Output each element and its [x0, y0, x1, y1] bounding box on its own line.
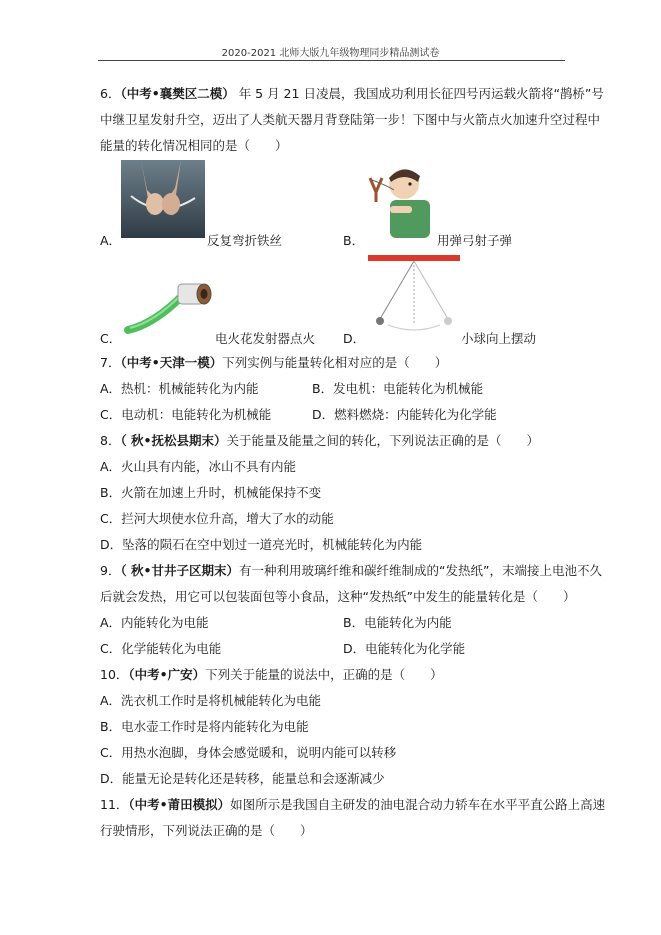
q9-line2: 后就会发热，用它可以包装面包等小食品，这种“发热纸”中发生的能量转化是（ ） — [100, 589, 576, 604]
q11-tag: （中考•莆田模拟） — [128, 797, 231, 812]
q10-tag: （中考•广安） — [128, 667, 206, 682]
q10-number: 10． — [100, 667, 129, 682]
q7-tag: （中考•天津一模） — [120, 355, 223, 370]
q6-line2: 中继卫星发射升空，迈出了人类航天器月背登陆第一步！下图中与火箭点火加速升空过程中 — [100, 112, 601, 127]
q10-option-b: B．电水壶工作时是将内能转化为电能 — [100, 719, 309, 734]
q6-option-d-text: 小球向上摆动 — [461, 331, 537, 346]
q6-line1 — [100, 85, 604, 103]
q7-stem — [100, 354, 447, 372]
q9-tag: （ 秋•甘井子区期末） — [120, 563, 240, 578]
q7-option-a: A．热机：机械能转化为内能 — [100, 381, 259, 396]
q6-option-b-label: B． — [343, 233, 365, 248]
q6-option-a-text: 反复弯折铁丝 — [207, 233, 283, 248]
q7-option-c: C．电动机：电能转化为机械能 — [100, 407, 272, 422]
q6-option-c-label: C． — [100, 331, 122, 346]
q8-option-d: D．坠落的陨石在空中划过一道亮光时，机械能转化为内能 — [100, 537, 423, 552]
q8-option-a: A．火山具有内能，冰山不具有内能 — [100, 459, 297, 474]
q6-option-a-label: A． — [100, 233, 122, 248]
q10-option-d: D．能量无论是转化还是转移，能量总和会逐渐减少 — [100, 771, 385, 786]
q6-tag: （中考•襄樊区二模） — [120, 86, 235, 101]
q11-text1: 如图所示是我国自主研发的油电混合动力轿车在水平平直公路上高速 — [230, 797, 606, 812]
q9-option-d: D．电能转化为化学能 — [343, 641, 466, 656]
pendulum-image — [368, 255, 460, 335]
bending-wire-image — [121, 160, 205, 238]
q9-option-a: A．内能转化为电能 — [100, 615, 209, 630]
q9-number: 9． — [100, 563, 121, 578]
q6-number: 6． — [100, 86, 121, 101]
q9-line1 — [100, 562, 602, 580]
q8-option-c: C．拦河大坝使水位升高，增大了水的动能 — [100, 511, 334, 526]
q6-option-d-label: D． — [343, 331, 366, 346]
q11-number: 11． — [100, 797, 129, 812]
q9-text1: 有一种利用玻璃纤维和碳纤维制成的“发热纸”，末端接上电池不久 — [239, 563, 602, 578]
q7-number: 7． — [100, 355, 121, 370]
q11-line2: 行驶情形，下列说法正确的是（ ） — [100, 823, 313, 838]
q7-option-b: B．发电机：电能转化为机械能 — [312, 381, 484, 396]
q9-option-b: B．电能转化为内能 — [343, 615, 452, 630]
q8-option-b: B．火箭在加速上升时，机械能保持不变 — [100, 485, 322, 500]
q7-text: 下列实例与能量转化相对应的是（ ） — [222, 355, 448, 370]
q10-text: 下列关于能量的说法中，正确的是（ ） — [205, 667, 443, 682]
page-header: 2020-2021 北师大版九年级物理同步精品测试卷 — [221, 48, 440, 59]
spark-launcher-image — [124, 276, 214, 338]
q10-option-c: C．用热水泡脚，身体会感觉暖和，说明内能可以转移 — [100, 745, 397, 760]
q8-number: 8． — [100, 433, 121, 448]
q7-option-d: D．燃料燃烧：内能转化为化学能 — [312, 407, 497, 422]
q10-option-a: A．洗衣机工作时是将机械能转化为电能 — [100, 693, 322, 708]
q6-line3: 能量的转化情况相同的是（ ） — [100, 138, 288, 153]
q9-option-c: C．化学能转化为电能 — [100, 641, 222, 656]
q6-option-b-text: 用弹弓射子弹 — [437, 233, 513, 248]
q6-text1: 年 5 月 21 日凌晨，我国成功利用长征四号丙运载火箭将“鹊桥”号 — [238, 86, 604, 101]
q10-stem — [100, 666, 443, 684]
q6-option-c-text: 电火花发射器点火 — [215, 331, 316, 346]
q8-tag: （ 秋•抚松县期末） — [120, 433, 227, 448]
q8-stem — [100, 432, 539, 450]
slingshot-boy-image — [364, 162, 436, 238]
q8-text: 关于能量及能量之间的转化，下列说法正确的是（ ） — [226, 433, 540, 448]
header-rule — [98, 60, 565, 61]
q11-line1 — [100, 796, 605, 814]
